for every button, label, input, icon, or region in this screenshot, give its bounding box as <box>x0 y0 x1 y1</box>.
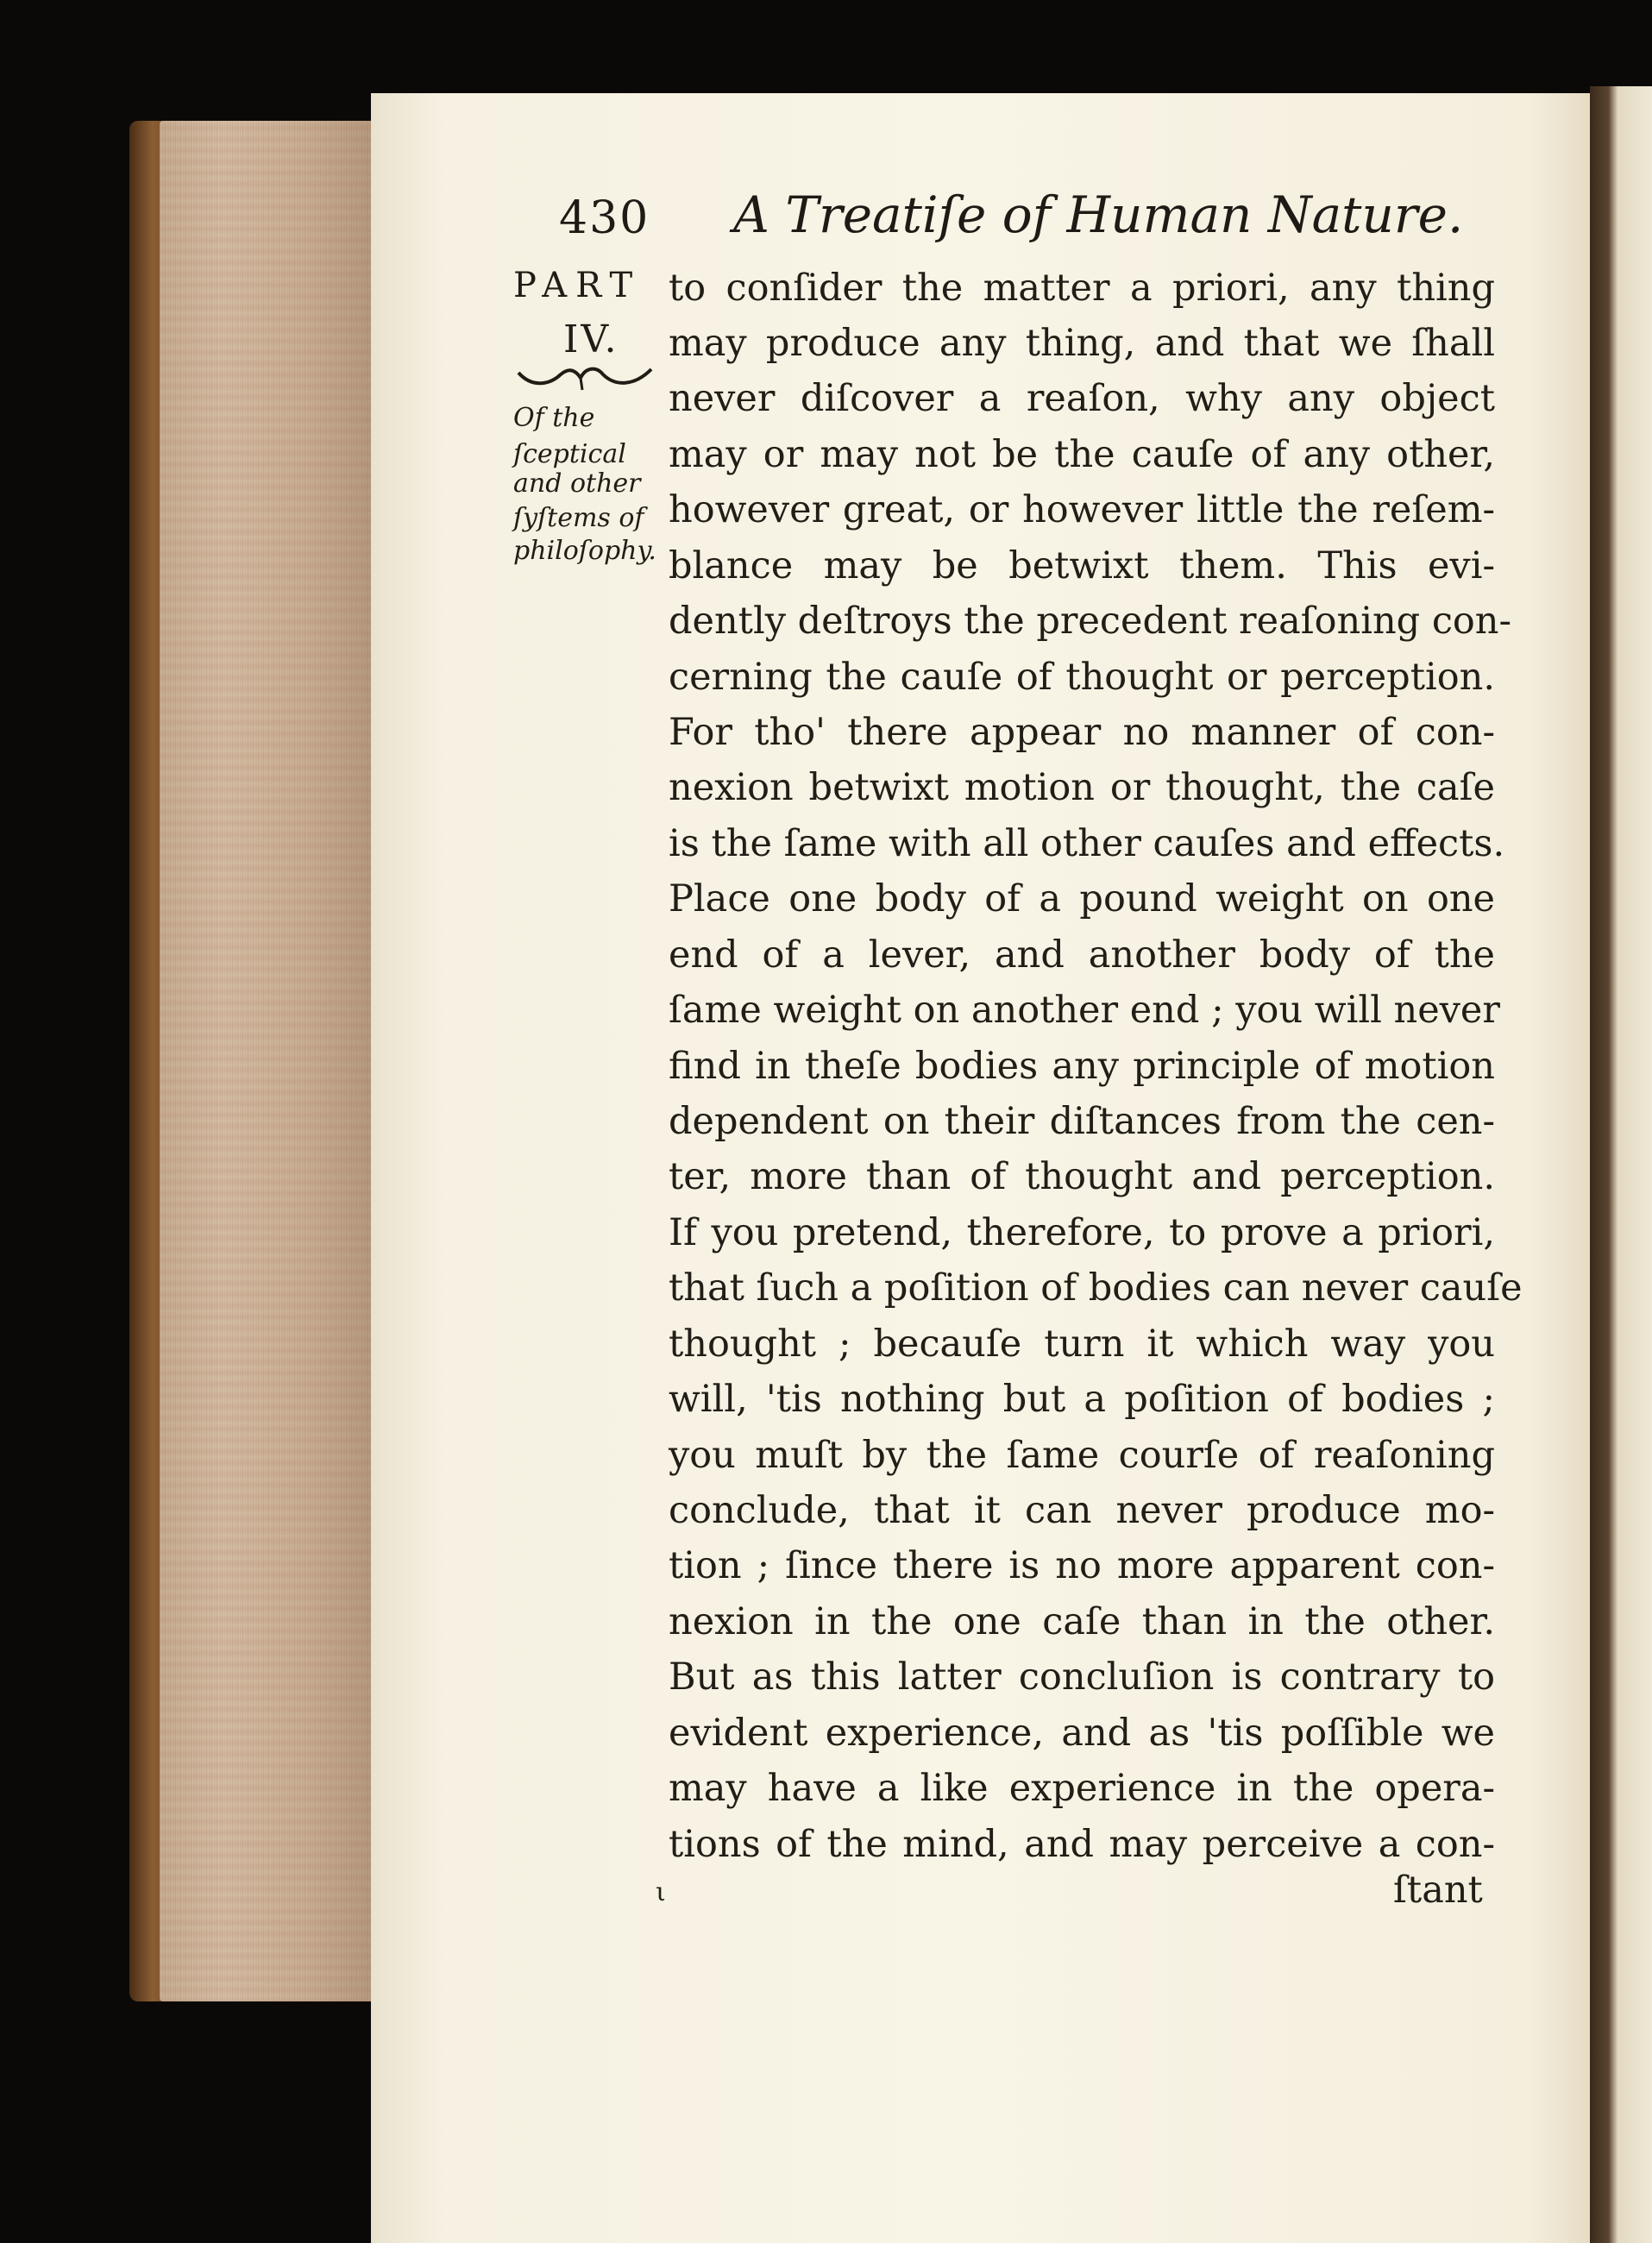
facing-page-edge <box>1590 86 1652 2243</box>
text-line: to conſider the matter a priori, any thing <box>669 267 1495 310</box>
text-line: however great, or however little the reſem- <box>669 488 1495 531</box>
page-block-edge <box>160 121 371 2001</box>
ornament-icon <box>513 361 660 395</box>
text-line: tion ; ſince there is no more apparent con- <box>669 1544 1495 1587</box>
text-line: tions of the mind, and may perceive a con- <box>669 1823 1495 1866</box>
catchword: ſtant <box>1393 1869 1483 1912</box>
part-label: PART <box>513 266 642 305</box>
text-line: end of a lever, and another body of the <box>669 933 1495 977</box>
text-line: will, 'tis nothing but a poſition of bodies ; <box>669 1378 1495 1421</box>
text-line: nexion betwixt motion or thought, the caſe <box>669 766 1495 809</box>
text-line: never diſcover a reaſon, why any object <box>669 377 1495 420</box>
text-line: evident experience, and as 'tis poſſible we <box>669 1712 1495 1755</box>
text-line: thought ; becauſe turn it which way you <box>669 1323 1495 1366</box>
gloss-line: philoſophy. <box>513 536 656 566</box>
signature-mark: ι <box>656 1877 666 1907</box>
text-line: may have a like experience in the opera- <box>669 1767 1495 1810</box>
text-line: blance may be betwixt them. This evi- <box>669 544 1495 587</box>
text-line: find in theſe bodies any principle of motion <box>669 1045 1495 1088</box>
text-line: cerning the cauſe of thought or perception. <box>669 656 1495 699</box>
running-title: A Treatiſe of Human Nature. <box>733 185 1464 244</box>
text-line: But as this latter concluſion is contrary to <box>669 1656 1495 1699</box>
page-number: 430 <box>559 192 650 244</box>
running-head <box>371 185 1590 254</box>
text-line: Place one body of a pound weight on one <box>669 877 1495 920</box>
text-line: dently deſtroys the precedent reaſoning con- <box>669 600 1512 643</box>
text-line: conclude, that it can never produce mo- <box>669 1489 1495 1532</box>
text-line: dependent on their diſtances from the cen- <box>669 1100 1495 1143</box>
text-line: you muſt by the ſame courſe of reaſoning <box>669 1434 1495 1477</box>
text-line: is the ſame with all other cauſes and effects. <box>669 822 1505 865</box>
text-line: For tho' there appear no manner of con- <box>669 711 1495 754</box>
text-line: ſame weight on another end ; you will never <box>669 989 1500 1032</box>
text-line: ter, more than of thought and perception. <box>669 1155 1495 1198</box>
gloss-line: and other <box>513 468 641 499</box>
text-line: nexion in the one caſe than in the other. <box>669 1600 1495 1643</box>
gloss-line: Of the <box>513 403 595 433</box>
gloss-line: ſceptical <box>513 439 626 469</box>
text-line: may produce any thing, and that we ſhall <box>669 322 1495 365</box>
text-line: may or may not be the cauſe of any other, <box>669 433 1495 476</box>
gloss-line: ſyſtems of <box>513 503 644 533</box>
text-line: If you pretend, therefore, to prove a priori, <box>669 1211 1495 1254</box>
text-line: that ſuch a poſition of bodies can never cauſe <box>669 1266 1523 1310</box>
part-number: IV. <box>563 317 619 361</box>
